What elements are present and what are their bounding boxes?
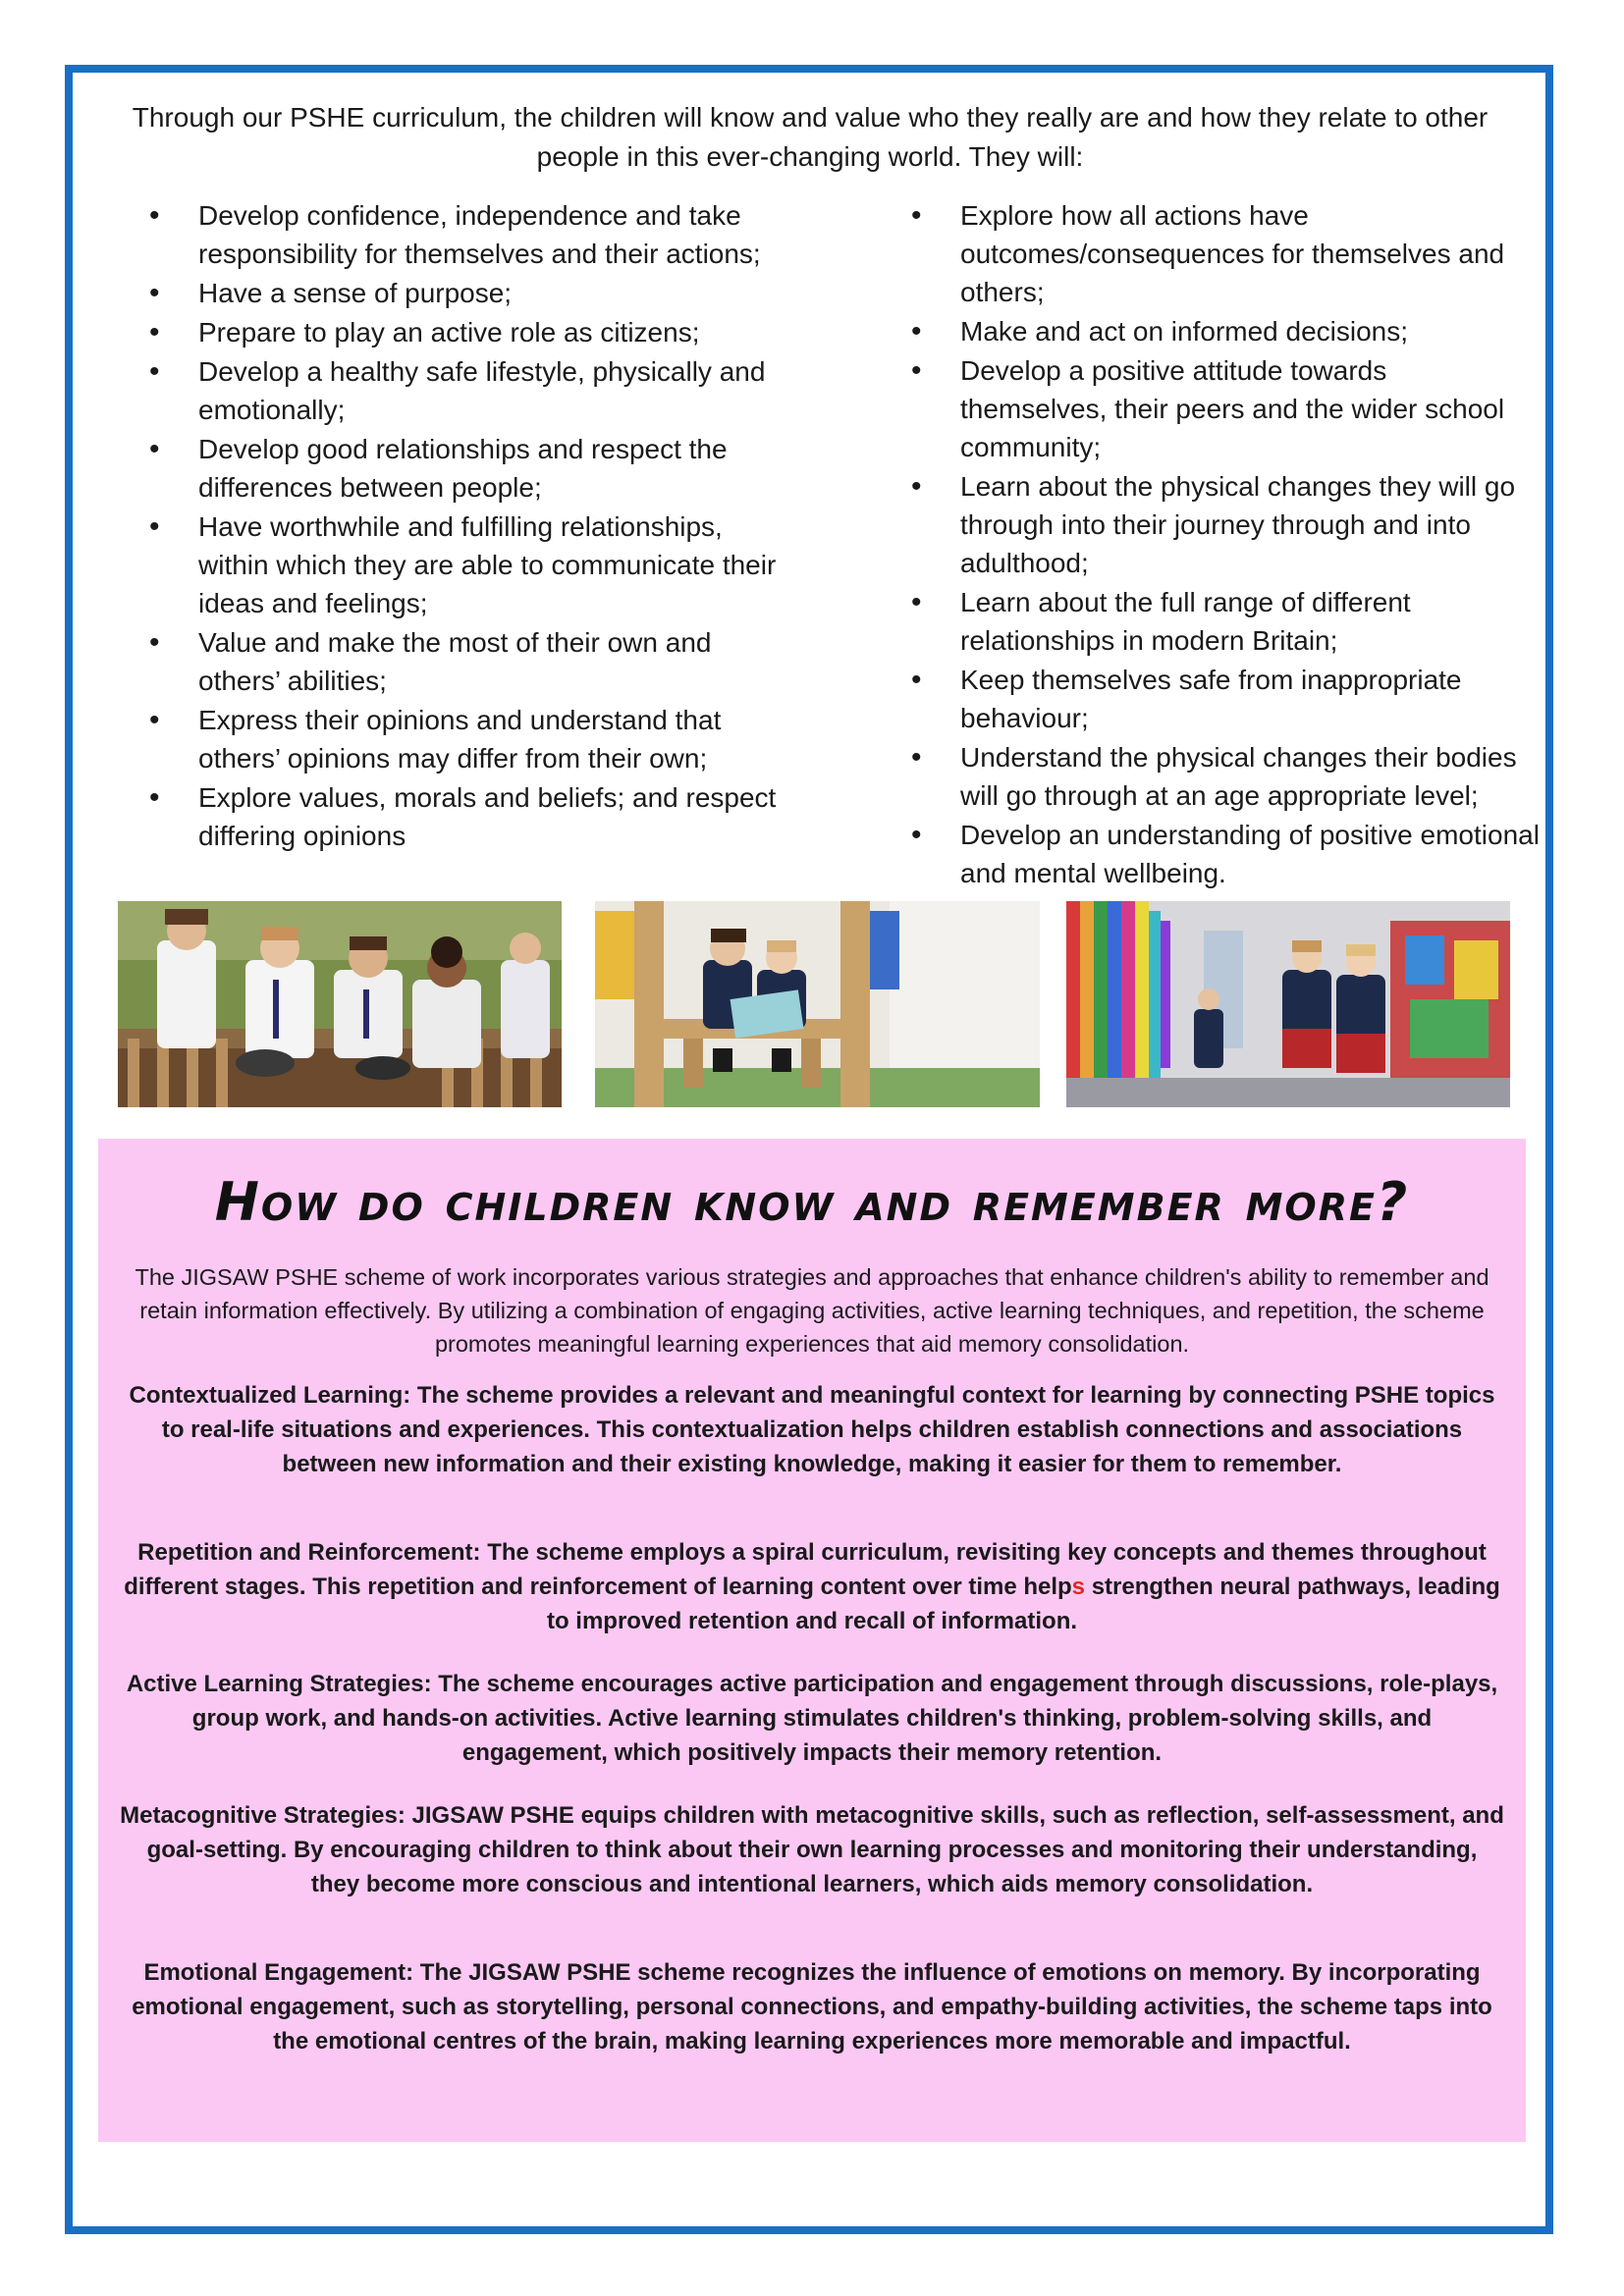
strategy-repetition [120, 1535, 1504, 1638]
list-item: • Keep themselves safe from inappropriate behaviour; [911, 661, 1540, 737]
list-item: • Learn about the full range of different relationships in modern Britain; [911, 583, 1540, 660]
list-item: • Develop a positive attitude towards themselves, their peers and the wider school community; [911, 351, 1540, 466]
list-item: • Explore values, morals and beliefs; and respect differing opinions [149, 778, 787, 855]
list-item: • Learn about the physical changes they will go through into their journey through and into adulthood; [911, 467, 1540, 582]
list-item: • Develop a healthy safe lifestyle, physically and emotionally; [149, 352, 787, 429]
photo-children-reading-book [595, 901, 1040, 1107]
list-item: • Have a sense of purpose; [149, 274, 787, 312]
objectives-list-left [149, 196, 787, 856]
list-item: • Have worthwhile and fulfilling relationships, within which they are able to communicate their ideas and feelings; [149, 507, 787, 622]
list-item: • Express their opinions and understand that others’ opinions may differ from their own; [149, 701, 787, 777]
strategy-repetition-text: Repetition and Reinforcement: The scheme employs a spiral curriculum, revisiting key concepts and themes throughout different stages. This repetition and reinforcement of learning content over time help [124, 1539, 1487, 1600]
list-item: • Develop good relationships and respect the differences between people; [149, 430, 787, 507]
list-item: • Develop confidence, independence and take responsibility for themselves and their actions; [149, 196, 787, 273]
strategy-metacognitive: Metacognitive Strategies: JIGSAW PSHE equips children with metacognitive skills, such as reflection, self-assessment, and goal-setting. By encouraging children to think about their own learning processes and monitoring their understanding, they become more conscious and intentional learners, which aids memory consolidation. [120, 1802, 1504, 1897]
strategy-active-learning: Active Learning Strategies: The scheme encourages active participation and engagement through discussions, role-plays, group work, and hands-on activities. Active learning stimulates children's thinking, problem-solving skills, and engagement, which positively impacts their memory retention. [126, 1671, 1498, 1766]
photo-children-outdoor-play [118, 901, 562, 1107]
intro-paragraph: The JIGSAW PSHE scheme of work incorporates various strategies and approaches that enhance children's ability to remember and retain information effectively. By utilizing a combination of engaging activities, active learning techniques, and repetition, the scheme promotes meaningful learning experiences that aid memory consolidation. [135, 1264, 1489, 1357]
list-item: • Develop an understanding of positive emotional and mental wellbeing. [911, 816, 1540, 892]
intro-text: Through our PSHE curriculum, the children will know and value who they really are and how they relate to other people in this ever-changing world. They will: [132, 102, 1489, 172]
red-letter: s [1071, 1574, 1086, 1600]
photo-children-school-corridor [1066, 901, 1510, 1107]
memory-panel [98, 1139, 1526, 2142]
list-item: • Make and act on informed decisions; [911, 312, 1540, 350]
list-item: • Understand the physical changes their bodies will go through at an age appropriate level; [911, 738, 1540, 815]
objectives-list-right [911, 196, 1540, 893]
strategy-emotional: Emotional Engagement: The JIGSAW PSHE scheme recognizes the influence of emotions on memory. By incorporating emotional engagement, such as storytelling, personal connections, and empathy-building activities, the scheme taps into the emotional centres of the brain, making learning experiences more memorable and impactful. [132, 1959, 1492, 2055]
strategy-contextualized: Contextualized Learning: The scheme provides a relevant and meaningful context for learning by connecting PSHE topics to real-life situations and experiences. This contextualization helps children establish connections and associations between new information and their existing knowledge, making it easier for them to remember. [129, 1382, 1495, 1477]
list-item: • Explore how all actions have outcomes/consequences for themselves and others; [911, 196, 1540, 311]
list-item: • Value and make the most of their own and others’ abilities; [149, 623, 787, 700]
strategy-repetition-end: strengthen neural pathways, leading to improved retention and recall of information. [546, 1574, 1500, 1634]
list-item: • Prepare to play an active role as citizens; [149, 313, 787, 351]
section-heading: How do children know and remember more? [214, 1171, 1410, 1233]
